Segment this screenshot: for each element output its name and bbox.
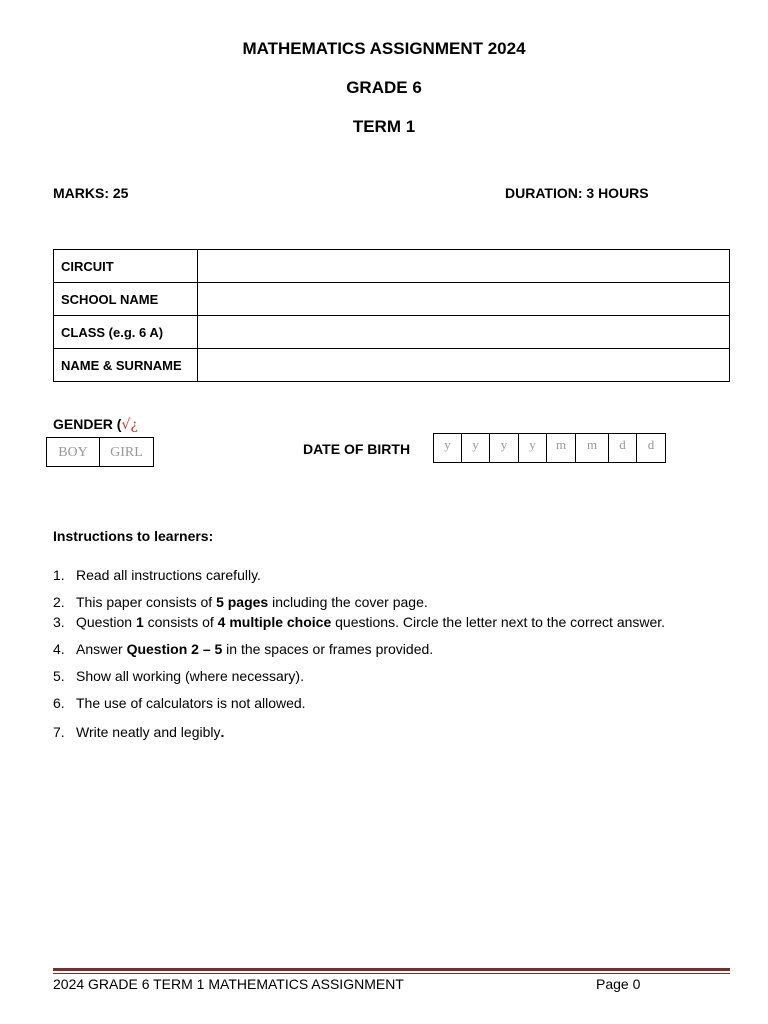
list-item-text: Answer bbox=[76, 641, 127, 657]
list-item-text: Read all instructions carefully. bbox=[76, 567, 261, 583]
list-item-text: Show all working (where necessary). bbox=[76, 668, 304, 684]
school-name-label: SCHOOL NAME bbox=[54, 283, 198, 316]
table-row bbox=[54, 349, 730, 382]
term-heading: TERM 1 bbox=[352, 117, 416, 136]
circuit-label: CIRCUIT bbox=[54, 250, 198, 283]
dob-box-year[interactable]: y bbox=[433, 433, 462, 463]
table-row bbox=[54, 283, 730, 316]
page-number: Page 0 bbox=[596, 976, 641, 992]
emphasis-text: 1 bbox=[135, 614, 144, 630]
list-item-text: The use of calculators is not allowed. bbox=[76, 695, 306, 711]
gender-label: GENDER ( bbox=[53, 416, 122, 432]
list-item-number: 3. bbox=[53, 614, 65, 630]
table-row bbox=[54, 316, 730, 349]
footer-rule bbox=[53, 968, 730, 971]
checkmark-icon: √ bbox=[121, 417, 131, 433]
list-item bbox=[53, 695, 306, 711]
school-name-field[interactable] bbox=[198, 283, 730, 316]
list-item bbox=[53, 724, 224, 740]
dob-box-month[interactable]: m bbox=[576, 433, 609, 463]
dob-box-year[interactable]: y bbox=[519, 433, 547, 463]
dob-box-year[interactable]: y bbox=[462, 433, 490, 463]
dob-box-month[interactable]: m bbox=[547, 433, 576, 463]
list-item-number: 2. bbox=[53, 594, 65, 610]
class-label: CLASS (e.g. 6 A) bbox=[54, 316, 198, 349]
marks-label: MARKS: 25 bbox=[53, 185, 129, 201]
list-item-number: 1. bbox=[53, 567, 65, 583]
list-item-number: 6. bbox=[53, 695, 65, 711]
dob-box-day[interactable]: d bbox=[609, 433, 637, 463]
dob-label: DATE OF BIRTH bbox=[303, 441, 411, 457]
list-item-text: Write neatly and legibly bbox=[76, 724, 221, 740]
list-item-text: Question bbox=[76, 614, 136, 630]
duration-label: DURATION: 3 HOURS bbox=[505, 185, 649, 201]
list-item-number: 5. bbox=[53, 668, 65, 684]
list-item bbox=[53, 567, 261, 583]
name-surname-field[interactable] bbox=[198, 349, 730, 382]
emphasis-text: Question 2 – 5 bbox=[126, 641, 223, 657]
list-item bbox=[53, 614, 665, 630]
list-item-number: 4. bbox=[53, 641, 65, 657]
footer-title: 2024 GRADE 6 TERM 1 MATHEMATICS ASSIGNMENT bbox=[53, 976, 404, 992]
list-item-text: in the spaces or frames provided. bbox=[222, 641, 434, 657]
dob-box-year[interactable]: y bbox=[490, 433, 519, 463]
circuit-field[interactable] bbox=[198, 250, 730, 283]
list-item-number: 7. bbox=[53, 724, 65, 740]
footer-rule-thin bbox=[53, 973, 730, 974]
gender-option-boy[interactable]: BOY bbox=[46, 437, 100, 467]
gender-close-glyph: ¿ bbox=[130, 417, 138, 433]
gender-option-girl[interactable]: GIRL bbox=[100, 437, 154, 467]
table-row bbox=[54, 250, 730, 283]
gender-label-group bbox=[53, 416, 138, 433]
dob-box-day[interactable]: d bbox=[637, 433, 666, 463]
dob-boxes bbox=[433, 433, 666, 463]
emphasis-text: 5 pages bbox=[216, 594, 269, 610]
grade-heading: GRADE 6 bbox=[346, 78, 422, 97]
list-item-text: including the cover page. bbox=[268, 594, 428, 610]
list-item bbox=[53, 668, 304, 684]
class-field[interactable] bbox=[198, 316, 730, 349]
instructions-heading: Instructions to learners: bbox=[53, 528, 214, 544]
name-surname-label: NAME & SURNAME bbox=[54, 349, 198, 382]
document-title: MATHEMATICS ASSIGNMENT 2024 bbox=[242, 39, 526, 58]
gender-options bbox=[46, 437, 154, 467]
list-item-text: consists of bbox=[143, 614, 218, 630]
emphasis-text: . bbox=[220, 724, 225, 740]
list-item bbox=[53, 641, 433, 657]
emphasis-text: 4 multiple choice bbox=[217, 614, 332, 630]
learner-info-table bbox=[53, 249, 730, 382]
list-item bbox=[53, 594, 428, 610]
list-item-text: questions. Circle the letter next to the correct answer. bbox=[331, 614, 666, 630]
list-item-text: This paper consists of bbox=[76, 594, 217, 610]
